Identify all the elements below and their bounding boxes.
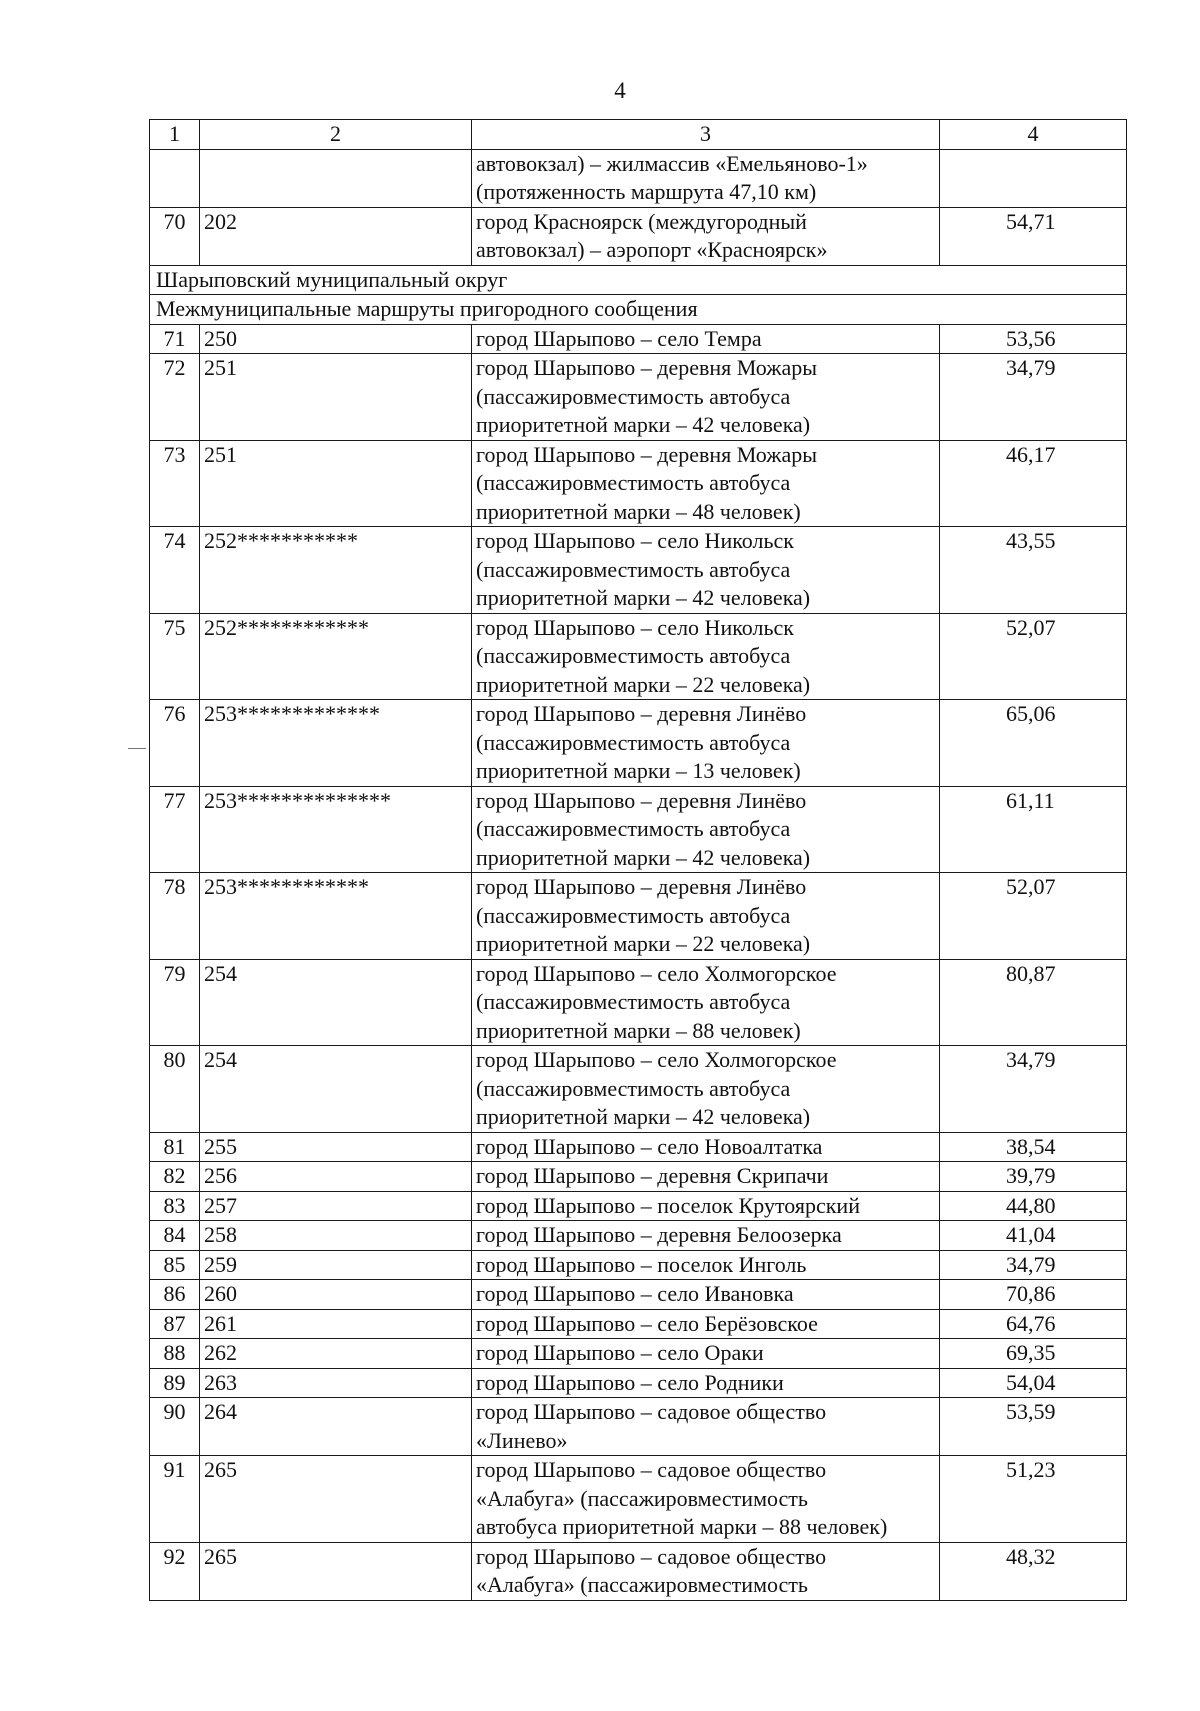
route-description-line: «Линево» (476, 1427, 568, 1453)
route-description-line: (пассажировместимость автобуса (476, 816, 791, 841)
value-cell: 34,79 (940, 1046, 1127, 1133)
row-number-cell: 85 (150, 1250, 200, 1280)
route-description-cell (472, 873, 940, 960)
value-cell: 34,79 (940, 1250, 1127, 1280)
route-description-line: (пассажировместимость автобуса (476, 556, 791, 582)
route-description-line: город Шарыпово – поселок Крутоярский (476, 1192, 860, 1218)
value-cell: 54,04 (940, 1368, 1127, 1398)
route-description-cell (472, 1368, 940, 1398)
row-number-cell: 70 (150, 207, 200, 265)
row-number-cell: 77 (150, 786, 200, 873)
route-description-line: город Шарыпово – деревня Можары (476, 355, 817, 380)
route-number-cell: 252************ (200, 613, 472, 700)
route-number-cell: 265 (200, 1456, 472, 1543)
value-cell: 52,07 (940, 613, 1127, 700)
route-description-line: (пассажировместимость автобуса (476, 989, 791, 1014)
route-description-line: приоритетной марки – 88 человек) (476, 1017, 801, 1043)
route-description-cell (472, 1456, 940, 1543)
table-row (150, 440, 1127, 527)
route-description-line: (протяженность маршрута 47,10 км) (476, 179, 817, 204)
header-cell-4: 4 (940, 120, 1127, 150)
row-number-cell: 91 (150, 1456, 200, 1543)
route-number-cell (200, 149, 472, 207)
value-cell: 61,11 (940, 786, 1127, 873)
table-row (150, 207, 1127, 265)
route-description-cell (472, 959, 940, 1046)
route-number-cell: 257 (200, 1191, 472, 1221)
route-description-line: (пассажировместимость автобуса (476, 643, 791, 668)
route-description-line: приоритетной марки – 42 человека) (476, 585, 811, 610)
route-description-line: «Алабуга» (пассажировместимость (476, 1572, 808, 1597)
value-cell: 38,54 (940, 1132, 1127, 1162)
row-number-cell: 78 (150, 873, 200, 960)
route-description-cell (472, 1398, 940, 1456)
route-description-cell (472, 1309, 940, 1339)
value-cell: 53,59 (940, 1398, 1127, 1456)
table-row (150, 1132, 1127, 1162)
section-district-title: Шарыповский муниципальный округ (150, 265, 1127, 295)
header-cell-2: 2 (200, 120, 472, 150)
routes-table-body (150, 120, 1127, 1601)
row-number-cell: 87 (150, 1309, 200, 1339)
value-cell: 69,35 (940, 1339, 1127, 1369)
route-description-line: приоритетной марки – 42 человека) (476, 844, 811, 870)
row-number-cell: 73 (150, 440, 200, 527)
route-number-cell: 252*********** (200, 527, 472, 614)
table-row (150, 324, 1127, 354)
table-row (150, 959, 1127, 1046)
route-description-line: приоритетной марки – 42 человека) (476, 1104, 811, 1129)
value-cell: 41,04 (940, 1221, 1127, 1251)
header-cell-1: 1 (150, 120, 200, 150)
table-row (150, 1280, 1127, 1310)
row-number-cell: 92 (150, 1542, 200, 1600)
margin-mark (128, 748, 146, 749)
route-description-line: город Шарыпово – садовое общество (476, 1457, 827, 1482)
page-number: 4 (614, 78, 626, 103)
section-row-type (150, 295, 1127, 325)
route-description-line: город Шарыпово – село Ораки (476, 1340, 764, 1365)
value-cell (940, 149, 1127, 207)
route-description-line: город Шарыпово – село Холмогорское (476, 1047, 837, 1072)
value-cell: 34,79 (940, 354, 1127, 441)
row-number-cell: 88 (150, 1339, 200, 1369)
route-description-line: город Красноярск (междугородный (476, 208, 807, 234)
route-description-line: приоритетной марки – 22 человека) (476, 931, 811, 956)
row-number-cell: 82 (150, 1162, 200, 1192)
table-row (150, 354, 1127, 441)
route-number-cell: 250 (200, 324, 472, 354)
route-number-cell: 264 (200, 1398, 472, 1456)
route-number-cell: 251 (200, 440, 472, 527)
table-row (150, 1456, 1127, 1543)
value-cell: 54,71 (940, 207, 1127, 265)
route-number-cell: 262 (200, 1339, 472, 1369)
table-row (150, 1162, 1127, 1192)
route-description-line: город Шарыпово – село Холмогорское (476, 960, 837, 986)
route-description-cell (472, 786, 940, 873)
row-number-cell: 89 (150, 1368, 200, 1398)
value-cell: 65,06 (940, 700, 1127, 787)
header-cell-3: 3 (472, 120, 940, 150)
row-number-cell: 75 (150, 613, 200, 700)
value-cell: 80,87 (940, 959, 1127, 1046)
route-number-cell: 259 (200, 1250, 472, 1280)
row-number-cell: 71 (150, 324, 200, 354)
row-number-cell: 90 (150, 1398, 200, 1456)
value-cell: 43,55 (940, 527, 1127, 614)
route-description-cell (472, 1542, 940, 1600)
table-row (150, 786, 1127, 873)
value-cell: 44,80 (940, 1191, 1127, 1221)
value-cell: 51,23 (940, 1456, 1127, 1543)
table-row (150, 1046, 1127, 1133)
table-row (150, 1398, 1127, 1456)
route-description-line: приоритетной марки – 42 человека) (476, 412, 811, 437)
route-number-cell: 251 (200, 354, 472, 441)
route-description-line: автовокзал) – аэропорт «Красноярск» (476, 237, 828, 262)
route-description-line: автобуса приоритетной марки – 88 человек) (476, 1514, 888, 1539)
table-row (150, 1368, 1127, 1398)
route-description-cell (472, 1221, 940, 1251)
value-cell: 46,17 (940, 440, 1127, 527)
table-row (150, 1309, 1127, 1339)
route-description-line: город Шарыпово – деревня Скрипачи (476, 1163, 829, 1188)
row-number-cell: 86 (150, 1280, 200, 1310)
table-row (150, 1250, 1127, 1280)
table-row (150, 1191, 1127, 1221)
section-row-district (150, 265, 1127, 295)
route-description-line: город Шарыпово – поселок Инголь (476, 1251, 807, 1277)
route-description-cell (472, 1191, 940, 1221)
route-description-line: (пассажировместимость автобуса (476, 729, 791, 755)
route-description-line: город Шарыпово – село Родники (476, 1369, 784, 1395)
row-number-cell: 79 (150, 959, 200, 1046)
route-description-cell (472, 1162, 940, 1192)
route-description-cell (472, 1250, 940, 1280)
route-description-line: (пассажировместимость автобуса (476, 383, 791, 409)
route-number-cell: 258 (200, 1221, 472, 1251)
table-row (150, 527, 1127, 614)
route-description-line: автовокзал) – жилмассив «Емельяново-1» (476, 150, 868, 176)
routes-table (149, 119, 1127, 1601)
route-number-cell: 254 (200, 959, 472, 1046)
table-row (150, 700, 1127, 787)
route-description-cell (472, 440, 940, 527)
row-number-cell: 84 (150, 1221, 200, 1251)
value-cell: 48,32 (940, 1542, 1127, 1600)
table-row (150, 1221, 1127, 1251)
value-cell: 52,07 (940, 873, 1127, 960)
table-header-row (150, 120, 1127, 150)
route-description-line: город Шарыпово – деревня Белоозерка (476, 1222, 842, 1247)
row-number-cell: 81 (150, 1132, 200, 1162)
row-number-cell: 72 (150, 354, 200, 441)
value-cell: 70,86 (940, 1280, 1127, 1310)
route-description-line: город Шарыпово – деревня Линёво (476, 874, 807, 899)
route-description-line: город Шарыпово – село Новоалтатка (476, 1133, 823, 1159)
route-number-cell: 255 (200, 1132, 472, 1162)
table-row (150, 1542, 1127, 1600)
route-number-cell: 261 (200, 1309, 472, 1339)
route-description-cell (472, 1339, 940, 1369)
route-description-cell (472, 324, 940, 354)
route-description-line: город Шарыпово – село Ивановка (476, 1281, 794, 1306)
route-number-cell: 263 (200, 1368, 472, 1398)
route-description-line: приоритетной марки – 13 человек) (476, 758, 801, 783)
table-row (150, 613, 1127, 700)
row-number-cell (150, 149, 200, 207)
table-row-continuation (150, 149, 1127, 207)
route-description-line: (пассажировместимость автобуса (476, 470, 791, 495)
row-number-cell: 74 (150, 527, 200, 614)
route-description-cell (472, 149, 940, 207)
route-number-cell: 260 (200, 1280, 472, 1310)
route-description-cell (472, 1132, 940, 1162)
route-number-cell: 202 (200, 207, 472, 265)
route-description-line: приоритетной марки – 22 человека) (476, 671, 811, 697)
route-description-line: город Шарыпово – село Никольск (476, 528, 794, 553)
table-row (150, 1339, 1127, 1369)
row-number-cell: 80 (150, 1046, 200, 1133)
route-description-cell (472, 700, 940, 787)
route-description-cell (472, 613, 940, 700)
route-description-cell (472, 207, 940, 265)
section-type-title: Межмуниципальные маршруты пригородного сообщения (150, 295, 1127, 325)
route-number-cell: 253************* (200, 700, 472, 787)
route-description-line: город Шарыпово – садовое общество (476, 1399, 827, 1424)
table-row (150, 873, 1127, 960)
route-number-cell: 253************ (200, 873, 472, 960)
route-description-line: город Шарыпово – садовое общество (476, 1543, 827, 1569)
route-description-cell (472, 1046, 940, 1133)
route-description-line: (пассажировместимость автобуса (476, 1075, 791, 1101)
route-description-line: приоритетной марки – 48 человек) (476, 498, 801, 524)
route-description-line: (пассажировместимость автобуса (476, 902, 791, 928)
value-cell: 64,76 (940, 1309, 1127, 1339)
route-description-line: город Шарыпово – село Берёзовское (476, 1310, 818, 1336)
row-number-cell: 76 (150, 700, 200, 787)
route-description-line: город Шарыпово – деревня Линёво (476, 787, 807, 813)
route-description-line: город Шарыпово – село Никольск (476, 614, 794, 640)
route-description-line: город Шарыпово – деревня Можары (476, 441, 817, 467)
route-description-cell (472, 527, 940, 614)
route-number-cell: 256 (200, 1162, 472, 1192)
route-description-cell (472, 354, 940, 441)
route-number-cell: 254 (200, 1046, 472, 1133)
route-number-cell: 265 (200, 1542, 472, 1600)
value-cell: 39,79 (940, 1162, 1127, 1192)
route-description-line: город Шарыпово – деревня Линёво (476, 701, 807, 726)
route-description-line: «Алабуга» (пассажировместимость (476, 1485, 808, 1511)
route-description-cell (472, 1280, 940, 1310)
route-number-cell: 253************** (200, 786, 472, 873)
route-description-line: город Шарыпово – село Темра (476, 325, 762, 351)
value-cell: 53,56 (940, 324, 1127, 354)
row-number-cell: 83 (150, 1191, 200, 1221)
